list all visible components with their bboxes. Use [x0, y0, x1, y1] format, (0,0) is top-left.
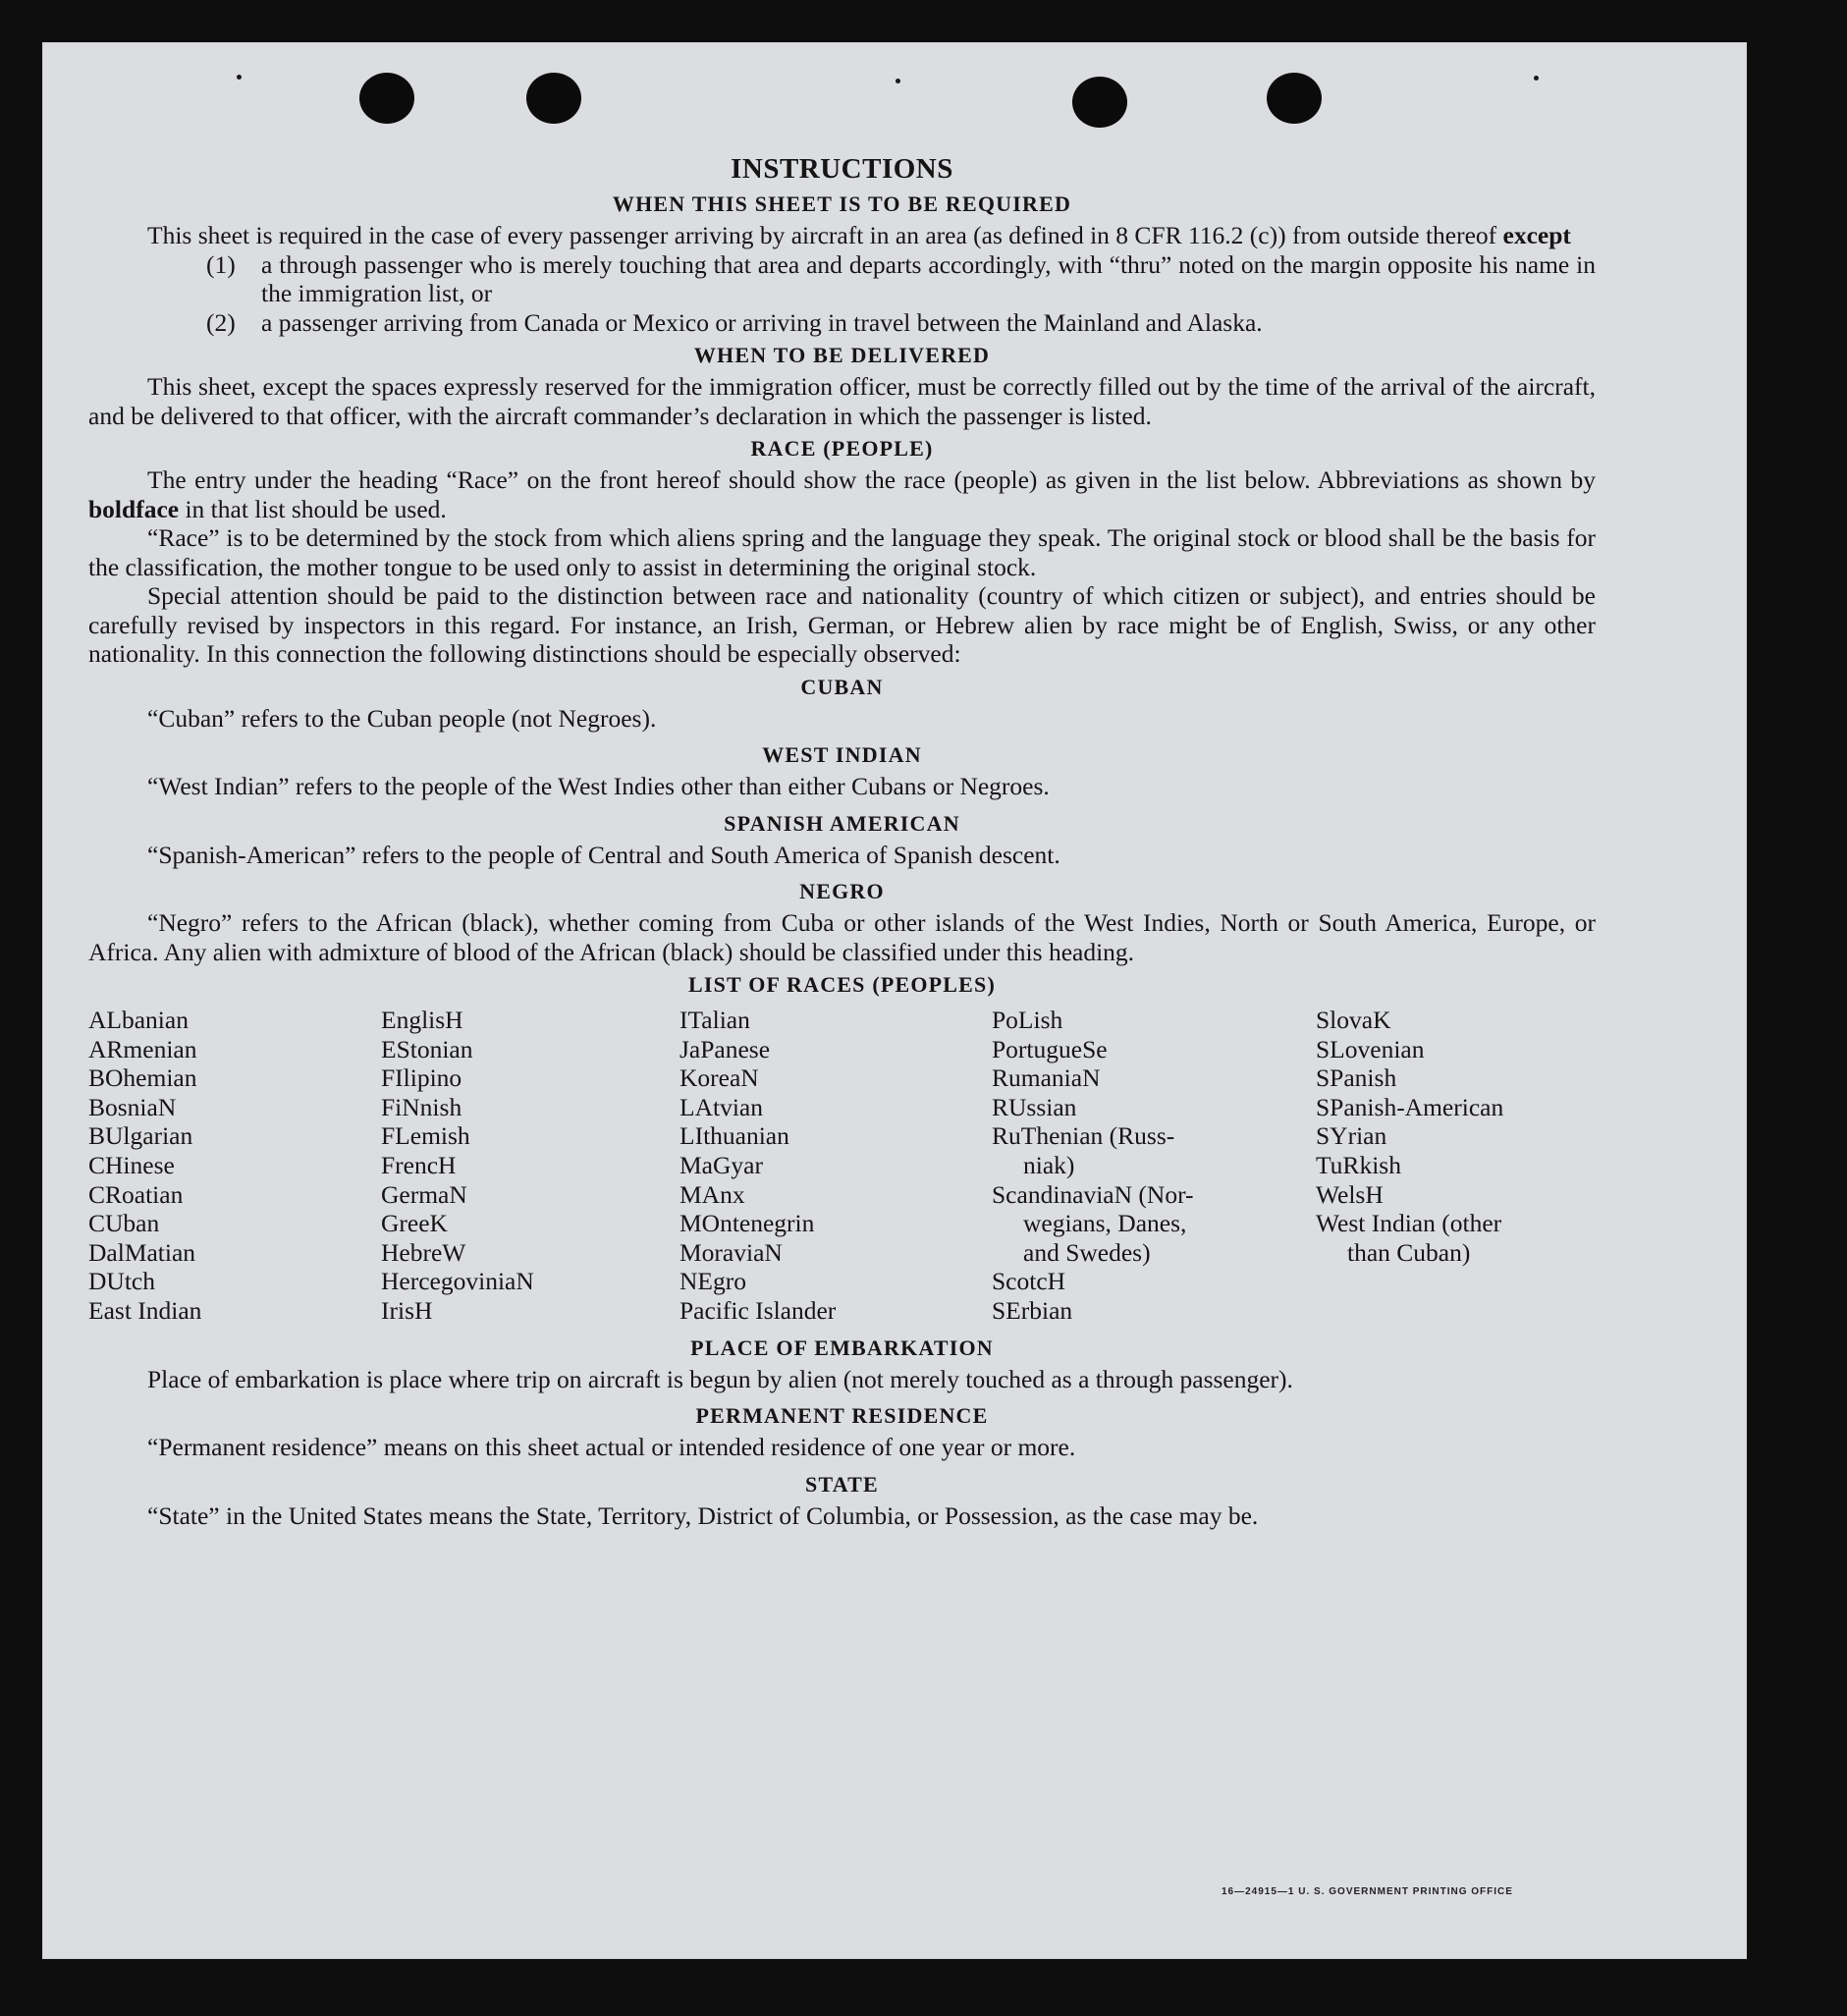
page-title: INSTRUCTIONS [731, 153, 953, 185]
race-entry: SPanish-American [1316, 1092, 1504, 1121]
race-entry: TuRkish [1316, 1150, 1401, 1179]
punch-hole [359, 73, 414, 124]
race-entry: CHinese [88, 1150, 175, 1179]
race-entry: NEgro [679, 1267, 746, 1296]
races-column [992, 1006, 1316, 1326]
race-entry: HebreW [381, 1237, 466, 1267]
race-entry: East Indian [88, 1295, 202, 1325]
section-heading-races-list: LIST OF RACES (PEOPLES) [687, 972, 997, 997]
document-page [43, 43, 1746, 1958]
section-heading-delivered: WHEN TO BE DELIVERED [693, 343, 991, 367]
race-entry: SErbian [992, 1295, 1073, 1325]
race-paragraph-1: The entry under the heading “Race” on the front hereof should show the race (people) as given in the list below. Abbreviations as shown by boldface in that list should be used. [88, 465, 1596, 523]
race-entry: DUtch [88, 1267, 155, 1296]
race-entry: LIthuanian [679, 1121, 789, 1151]
section-heading-embarkation: PLACE OF EMBARKATION [690, 1335, 994, 1360]
race-entry: JaPanese [679, 1034, 771, 1063]
spanish-american-text: “Spanish-American” refers to the people of Central and South America of Spanish descent. [147, 840, 1060, 869]
instructions-body [88, 153, 1596, 1530]
race-entry: BOhemian [88, 1063, 197, 1093]
race-entry: GreeK [381, 1209, 448, 1238]
exception-item: (1) a through passenger who is merely touching that area and departs accordingly, with “thru” noted on the margin opposite his name in the immigration list, or [206, 249, 1596, 307]
race-entry: FiNnish [381, 1092, 462, 1121]
race-entry: MaGyar [679, 1150, 763, 1179]
race-entry: MOntenegrin [679, 1209, 815, 1238]
race-entry: EnglisH [381, 1006, 463, 1034]
speck [1534, 76, 1539, 81]
cuban-text: “Cuban” refers to the Cuban people (not Negroes). [147, 703, 657, 733]
races-column [679, 1006, 992, 1326]
race-entry: MoraviaN [679, 1237, 783, 1267]
race-entry: LAtvian [679, 1092, 763, 1121]
race-entry: ScandinaviaN (Nor- [992, 1179, 1194, 1209]
race-entry: RUssian [992, 1092, 1077, 1121]
race-entry-continued: wegians, Danes, [1023, 1209, 1187, 1238]
required-intro: This sheet is required in the case of every passenger arriving by aircraft in an area (as defined in 8 CFR 116.2 (c)) from outside thereof except [147, 221, 1571, 249]
race-entry: CUban [88, 1209, 160, 1238]
section-heading-required: WHEN THIS SHEET IS TO BE REQUIRED [612, 191, 1072, 216]
section-heading-spanish-american: SPANISH AMERICAN [724, 810, 960, 836]
race-paragraph-3: Special attention should be paid to the distinction between race and nationality (country of which citizen or subject), and entries should be carefully revised by inspectors in this regard. For instance, an Irish, German, or Hebrew alien by race might be of English, Swiss, or any other nationality. In this connection the following distinctions should be especially observed: [88, 581, 1596, 668]
race-paragraph-2: “Race” is to be determined by the stock from which aliens spring and the language they speak. The original stock or blood shall be the basis for the classification, the mother tongue to be used only to assist in determining the original stock. [88, 523, 1596, 581]
punch-hole [526, 73, 581, 124]
races-list [88, 1006, 1596, 1326]
races-column [381, 1006, 679, 1326]
residence-text: “Permanent residence” means on this sheet actual or intended residence of one year or more. [147, 1433, 1076, 1462]
races-column [88, 1006, 381, 1326]
race-entry: KoreaN [679, 1063, 759, 1093]
exception-item: (2) a passenger arriving from Canada or Mexico or arriving in travel between the Mainland and Alaska. [206, 307, 1263, 337]
section-heading-west-indian: WEST INDIAN [762, 742, 922, 767]
race-entry: FIlipino [381, 1063, 462, 1093]
race-entry: EStonian [381, 1034, 473, 1063]
punch-hole [1072, 77, 1127, 128]
race-entry: DalMatian [88, 1237, 196, 1267]
punch-hole [1267, 73, 1322, 124]
race-entry: Pacific Islander [679, 1295, 837, 1325]
race-entry: SYrian [1316, 1121, 1387, 1151]
race-entry: WelsH [1316, 1179, 1384, 1209]
race-entry: SLovenian [1316, 1034, 1425, 1063]
race-entry: RuThenian (Russ- [992, 1121, 1175, 1151]
race-entry: IrisH [381, 1295, 433, 1325]
race-entry: ALbanian [88, 1006, 189, 1034]
race-entry: MAnx [679, 1179, 745, 1209]
delivered-text: This sheet, except the spaces expressly reserved for the immigration officer, must be correctly filled out by the time of the arrival of the aircraft, and be delivered to that officer, with the aircraft commander’s declaration in which the passenger is listed. [88, 372, 1596, 430]
speck [896, 79, 900, 83]
speck [237, 75, 242, 80]
section-heading-negro: NEGRO [799, 879, 885, 903]
section-heading-state: STATE [805, 1471, 879, 1497]
race-entry: RumaniaN [992, 1063, 1101, 1093]
state-text: “State” in the United States means the State, Territory, District of Columbia, or Possession, as the case may be. [147, 1500, 1259, 1530]
race-entry: FrencH [381, 1150, 457, 1179]
race-entry: PoLish [992, 1006, 1063, 1034]
race-entry-continued: and Swedes) [1023, 1237, 1151, 1267]
race-entry: BUlgarian [88, 1121, 193, 1151]
race-entry: ARmenian [88, 1034, 197, 1063]
race-entry: ScotcH [992, 1267, 1066, 1296]
printer-imprint: 16—24915—1 U. S. GOVERNMENT PRINTING OFFICE [1222, 1886, 1513, 1897]
embarkation-text: Place of embarkation is place where trip on aircraft is begun by alien (not merely touched as a through passenger). [147, 1364, 1293, 1393]
race-entry: HercegoviniaN [381, 1267, 534, 1296]
west-indian-text: “West Indian” refers to the people of the West Indies other than either Cubans or Negroes. [147, 772, 1050, 800]
section-heading-cuban: CUBAN [800, 674, 884, 699]
races-column [1316, 1006, 1596, 1326]
section-heading-race: RACE (PEOPLE) [750, 436, 934, 461]
race-entry: PortugueSe [992, 1034, 1108, 1063]
race-entry: FLemish [381, 1121, 470, 1151]
race-entry: ITalian [679, 1006, 750, 1034]
race-entry: GermaN [381, 1179, 467, 1209]
race-entry-continued: niak) [1023, 1150, 1075, 1179]
race-entry: SPanish [1316, 1063, 1397, 1093]
race-entry: BosniaN [88, 1092, 177, 1121]
race-entry: CRoatian [88, 1179, 184, 1209]
race-entry: SlovaK [1316, 1006, 1391, 1034]
negro-text: “Negro” refers to the African (black), whether coming from Cuba or other islands of the West Indies, North or South America, Europe, or Africa. Any alien with admixture of blood of the African (black) should be classified under this heading. [88, 908, 1596, 966]
race-entry-continued: than Cuban) [1347, 1237, 1471, 1267]
section-heading-residence: PERMANENT RESIDENCE [695, 1403, 989, 1429]
race-entry: West Indian (other [1316, 1209, 1502, 1238]
